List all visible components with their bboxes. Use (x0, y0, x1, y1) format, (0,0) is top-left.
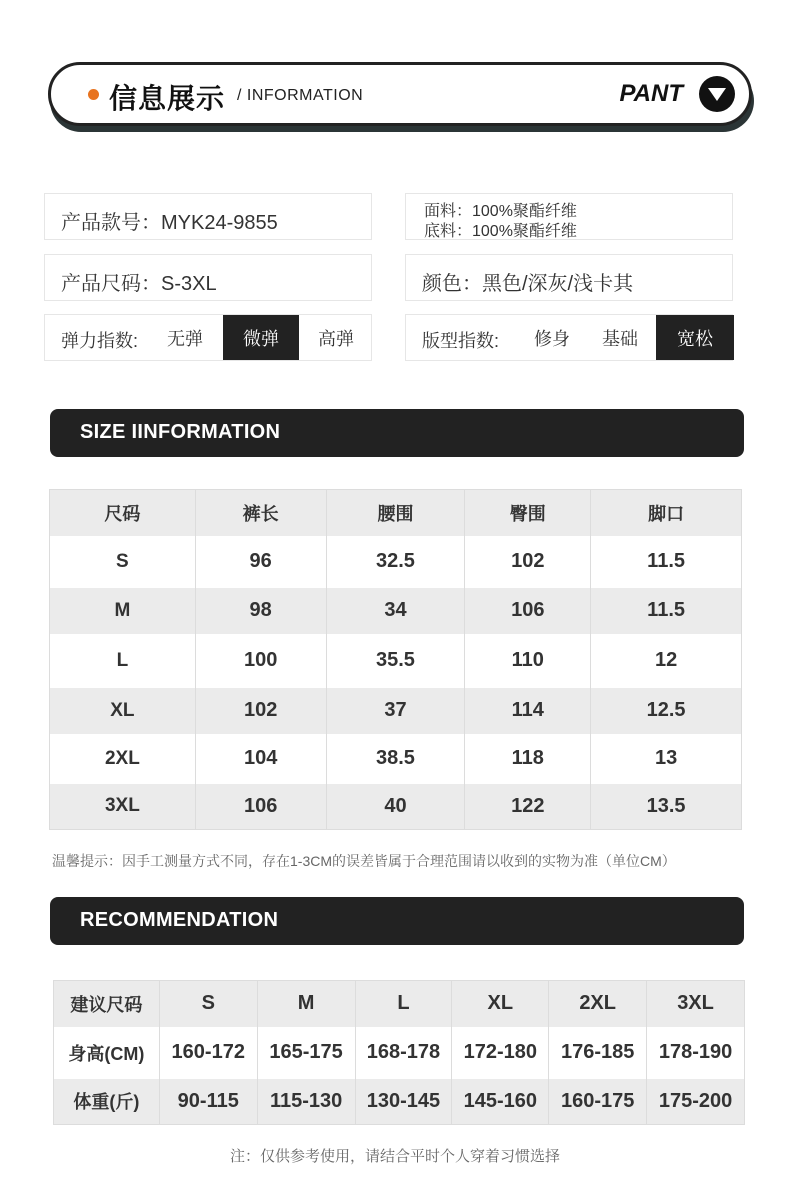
color-box (405, 254, 733, 301)
chevron-down-icon[interactable] (699, 76, 735, 112)
table-cell: 2XL (50, 734, 196, 784)
fit-option-slim: 修身 (534, 328, 570, 349)
table-cell: 172-180 (452, 1027, 549, 1079)
table-cell: 38.5 (326, 734, 465, 784)
table-row (54, 1027, 745, 1079)
table-cell: 12 (591, 634, 742, 688)
table-cell: 3XL (50, 784, 196, 830)
recommendation-header (54, 981, 745, 1027)
table-cell: 100 (195, 634, 326, 688)
table-cell: 102 (465, 536, 591, 588)
table-cell: XL (50, 688, 196, 734)
header-cell: 裤长 (195, 490, 326, 536)
header-cell: 3XL (647, 981, 745, 1027)
header-cell: 臀围 (465, 490, 591, 536)
header-title: 信息展示 (109, 83, 226, 114)
table-cell: 165-175 (257, 1027, 355, 1079)
header-cell: 尺码 (50, 490, 196, 536)
recommendation-note: 注：仅供参考使用，请结合平时个人穿着习惯选择 (229, 1148, 560, 1165)
table-cell: L (50, 634, 196, 688)
table-cell: 35.5 (326, 634, 465, 688)
elasticity-option-none: 无弹 (167, 328, 203, 349)
table-row (54, 1079, 745, 1125)
header-subtitle: / INFORMATION (237, 87, 364, 104)
table-row (50, 536, 742, 588)
header-cell: XL (452, 981, 549, 1027)
header-cell: 脚口 (591, 490, 742, 536)
table-cell: 11.5 (591, 588, 742, 634)
header-cell: 腰围 (326, 490, 465, 536)
table-cell: 体重(斤) (54, 1079, 160, 1125)
table-cell: 115-130 (257, 1079, 355, 1125)
header-cell: 建议尺码 (54, 981, 160, 1027)
table-cell: 11.5 (591, 536, 742, 588)
table-cell: 90-115 (159, 1079, 257, 1125)
size-table-header (50, 490, 742, 536)
table-row (50, 688, 742, 734)
table-cell: 175-200 (647, 1079, 745, 1125)
table-cell: 114 (465, 688, 591, 734)
header-category: PANT (619, 80, 683, 107)
header-cell: L (355, 981, 452, 1027)
style-no-text: 产品款号：MYK24-9855 (61, 212, 278, 234)
table-cell: M (50, 588, 196, 634)
table-cell: 110 (465, 634, 591, 688)
table-cell: 122 (465, 784, 591, 830)
size-range-text: 产品尺码：S-3XL (61, 273, 217, 295)
table-cell: 178-190 (647, 1027, 745, 1079)
fit-label: 版型指数: (422, 331, 500, 351)
recommendation-banner (50, 897, 744, 945)
measurement-note: 温馨提示：因手工测量方式不同，存在1-3CM的误差皆属于合理范围请以收到的实物为准（单位CM） (52, 853, 676, 869)
header-cell: M (257, 981, 355, 1027)
material-box (405, 193, 733, 240)
table-row (50, 734, 742, 784)
table-cell: 13 (591, 734, 742, 784)
table-cell: 13.5 (591, 784, 742, 830)
info-header (48, 62, 752, 126)
table-cell: 身高(CM) (54, 1027, 160, 1079)
elasticity-label: 弹力指数: (61, 331, 139, 351)
table-cell: 160-172 (159, 1027, 257, 1079)
table-cell: 37 (326, 688, 465, 734)
header-cell: 2XL (549, 981, 647, 1027)
table-cell: 102 (195, 688, 326, 734)
table-cell: 145-160 (452, 1079, 549, 1125)
fit-option-loose: 宽松 (656, 315, 734, 360)
table-cell: 96 (195, 536, 326, 588)
table-cell: 104 (195, 734, 326, 784)
table-cell: 12.5 (591, 688, 742, 734)
table-cell: 106 (195, 784, 326, 830)
table-cell: 118 (465, 734, 591, 784)
fit-index (405, 314, 733, 361)
fit-option-regular: 基础 (602, 328, 638, 349)
table-cell: S (50, 536, 196, 588)
lining-text: 底料：100%聚酯纤维 (424, 223, 577, 240)
table-cell: 160-175 (549, 1079, 647, 1125)
table-row (50, 588, 742, 634)
recommendation-title: RECOMMENDATION (80, 909, 279, 931)
table-row (50, 634, 742, 688)
header-cell: S (159, 981, 257, 1027)
size-table (49, 489, 742, 830)
color-text: 颜色：黑色/深灰/浅卡其 (422, 273, 634, 295)
recommendation-table (53, 980, 745, 1125)
table-cell: 40 (326, 784, 465, 830)
orange-dot-icon (88, 89, 99, 100)
elasticity-option-high: 高弹 (318, 328, 354, 349)
table-cell: 98 (195, 588, 326, 634)
elasticity-index (44, 314, 372, 361)
table-row (50, 784, 742, 830)
table-cell: 130-145 (355, 1079, 452, 1125)
size-range-box (44, 254, 372, 301)
size-info-title: SIZE IINFORMATION (80, 421, 281, 443)
table-cell: 168-178 (355, 1027, 452, 1079)
size-info-banner (50, 409, 744, 457)
table-cell: 176-185 (549, 1027, 647, 1079)
elasticity-option-slight: 微弹 (223, 315, 299, 360)
table-cell: 32.5 (326, 536, 465, 588)
style-no-box (44, 193, 372, 240)
fabric-text: 面料：100%聚酯纤维 (424, 203, 577, 220)
table-cell: 106 (465, 588, 591, 634)
table-cell: 34 (326, 588, 465, 634)
